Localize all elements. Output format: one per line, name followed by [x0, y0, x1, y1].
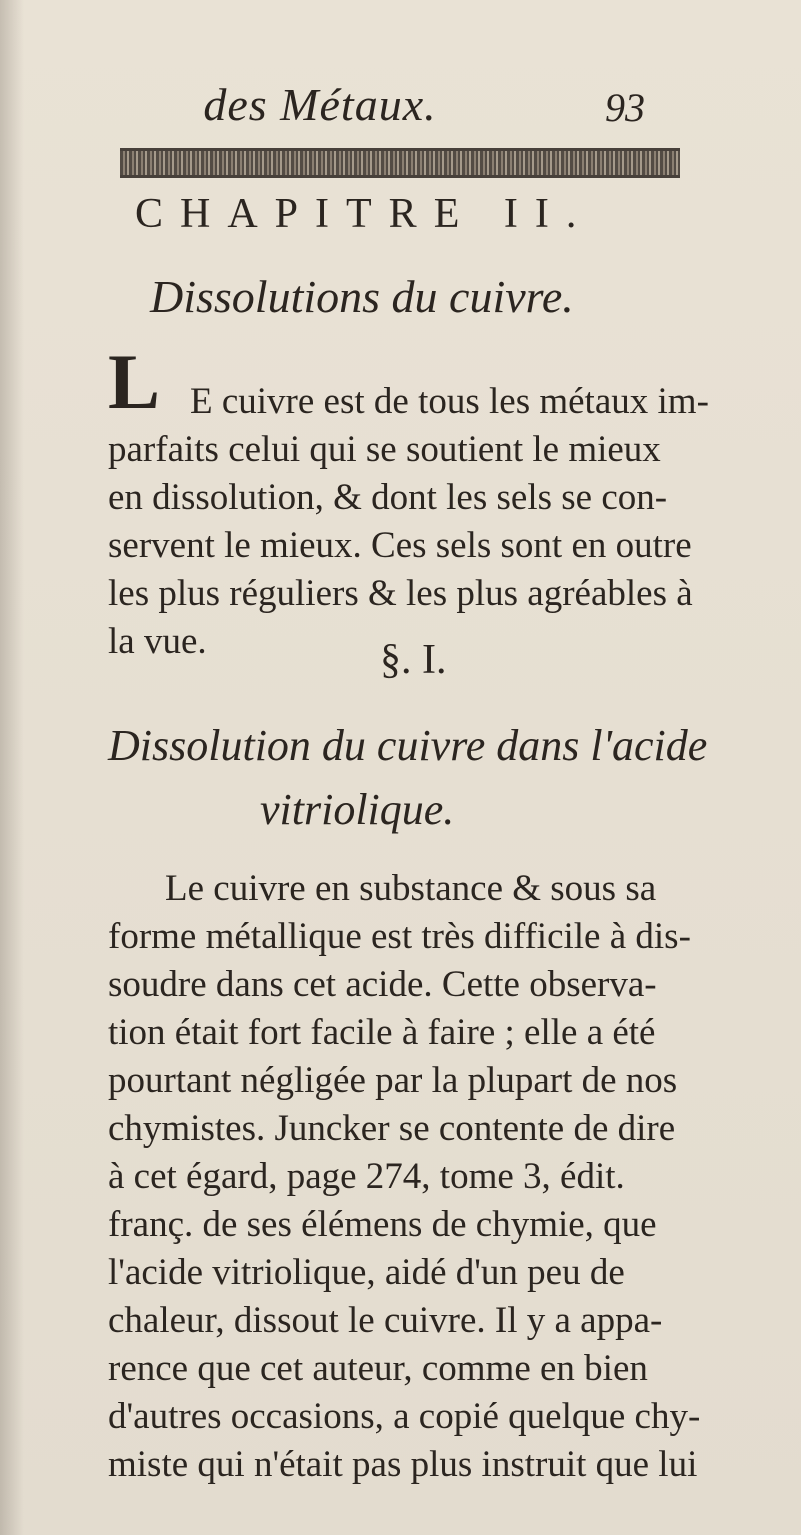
page-number: 93: [605, 85, 645, 130]
body-line: chaleur, dissout le cuivre. Il y a appa-: [108, 1300, 663, 1341]
body-line: chymistes. Juncker se contente de dire: [108, 1108, 676, 1149]
intro-line: E cuivre est de tous les métaux im-: [190, 381, 709, 422]
intro-line: les plus réguliers & les plus agréables à: [108, 573, 693, 614]
intro-line: la vue.: [108, 621, 207, 662]
body-line: d'autres occasions, a copié quelque chy-: [108, 1396, 701, 1437]
running-header: des Métaux.: [203, 79, 437, 130]
body-line: l'acide vitriolique, aidé d'un peu de: [108, 1252, 625, 1293]
section-title-continuation: vitriolique.: [260, 785, 455, 834]
section-title: Dissolution du cuivre dans l'acide: [108, 721, 708, 770]
body-line: pourtant négligée par la plupart de nos: [108, 1060, 678, 1101]
decorative-rule: [120, 148, 680, 178]
body-line: forme métallique est très difficile à dis-: [108, 916, 691, 957]
intro-line: servent le mieux. Ces sels sont en outre: [108, 525, 692, 566]
body-line: Le cuivre en substance & sous sa: [165, 868, 657, 909]
body-line: franç. de ses élémens de chymie, que: [108, 1204, 657, 1245]
body-line: miste qui n'était pas plus instruit que lui: [108, 1444, 698, 1485]
body-line: tion était fort facile à faire ; elle a été: [108, 1012, 656, 1053]
body-line: rence que cet auteur, comme en bien: [108, 1348, 648, 1389]
chapter-heading: CHAPITRE II.: [135, 191, 594, 237]
section-mark: §. I.: [380, 637, 447, 683]
drop-cap: L: [108, 338, 161, 425]
intro-line: parfaits celui qui se soutient le mieux: [108, 429, 661, 470]
intro-line: en dissolution, & dont les sels se con-: [108, 477, 668, 518]
page-gutter-shadow: [0, 0, 24, 1535]
body-line: soudre dans cet acide. Cette observa-: [108, 964, 657, 1005]
body-line: à cet égard, page 274, tome 3, édit.: [108, 1156, 625, 1197]
chapter-subtitle: Dissolutions du cuivre.: [150, 271, 574, 322]
